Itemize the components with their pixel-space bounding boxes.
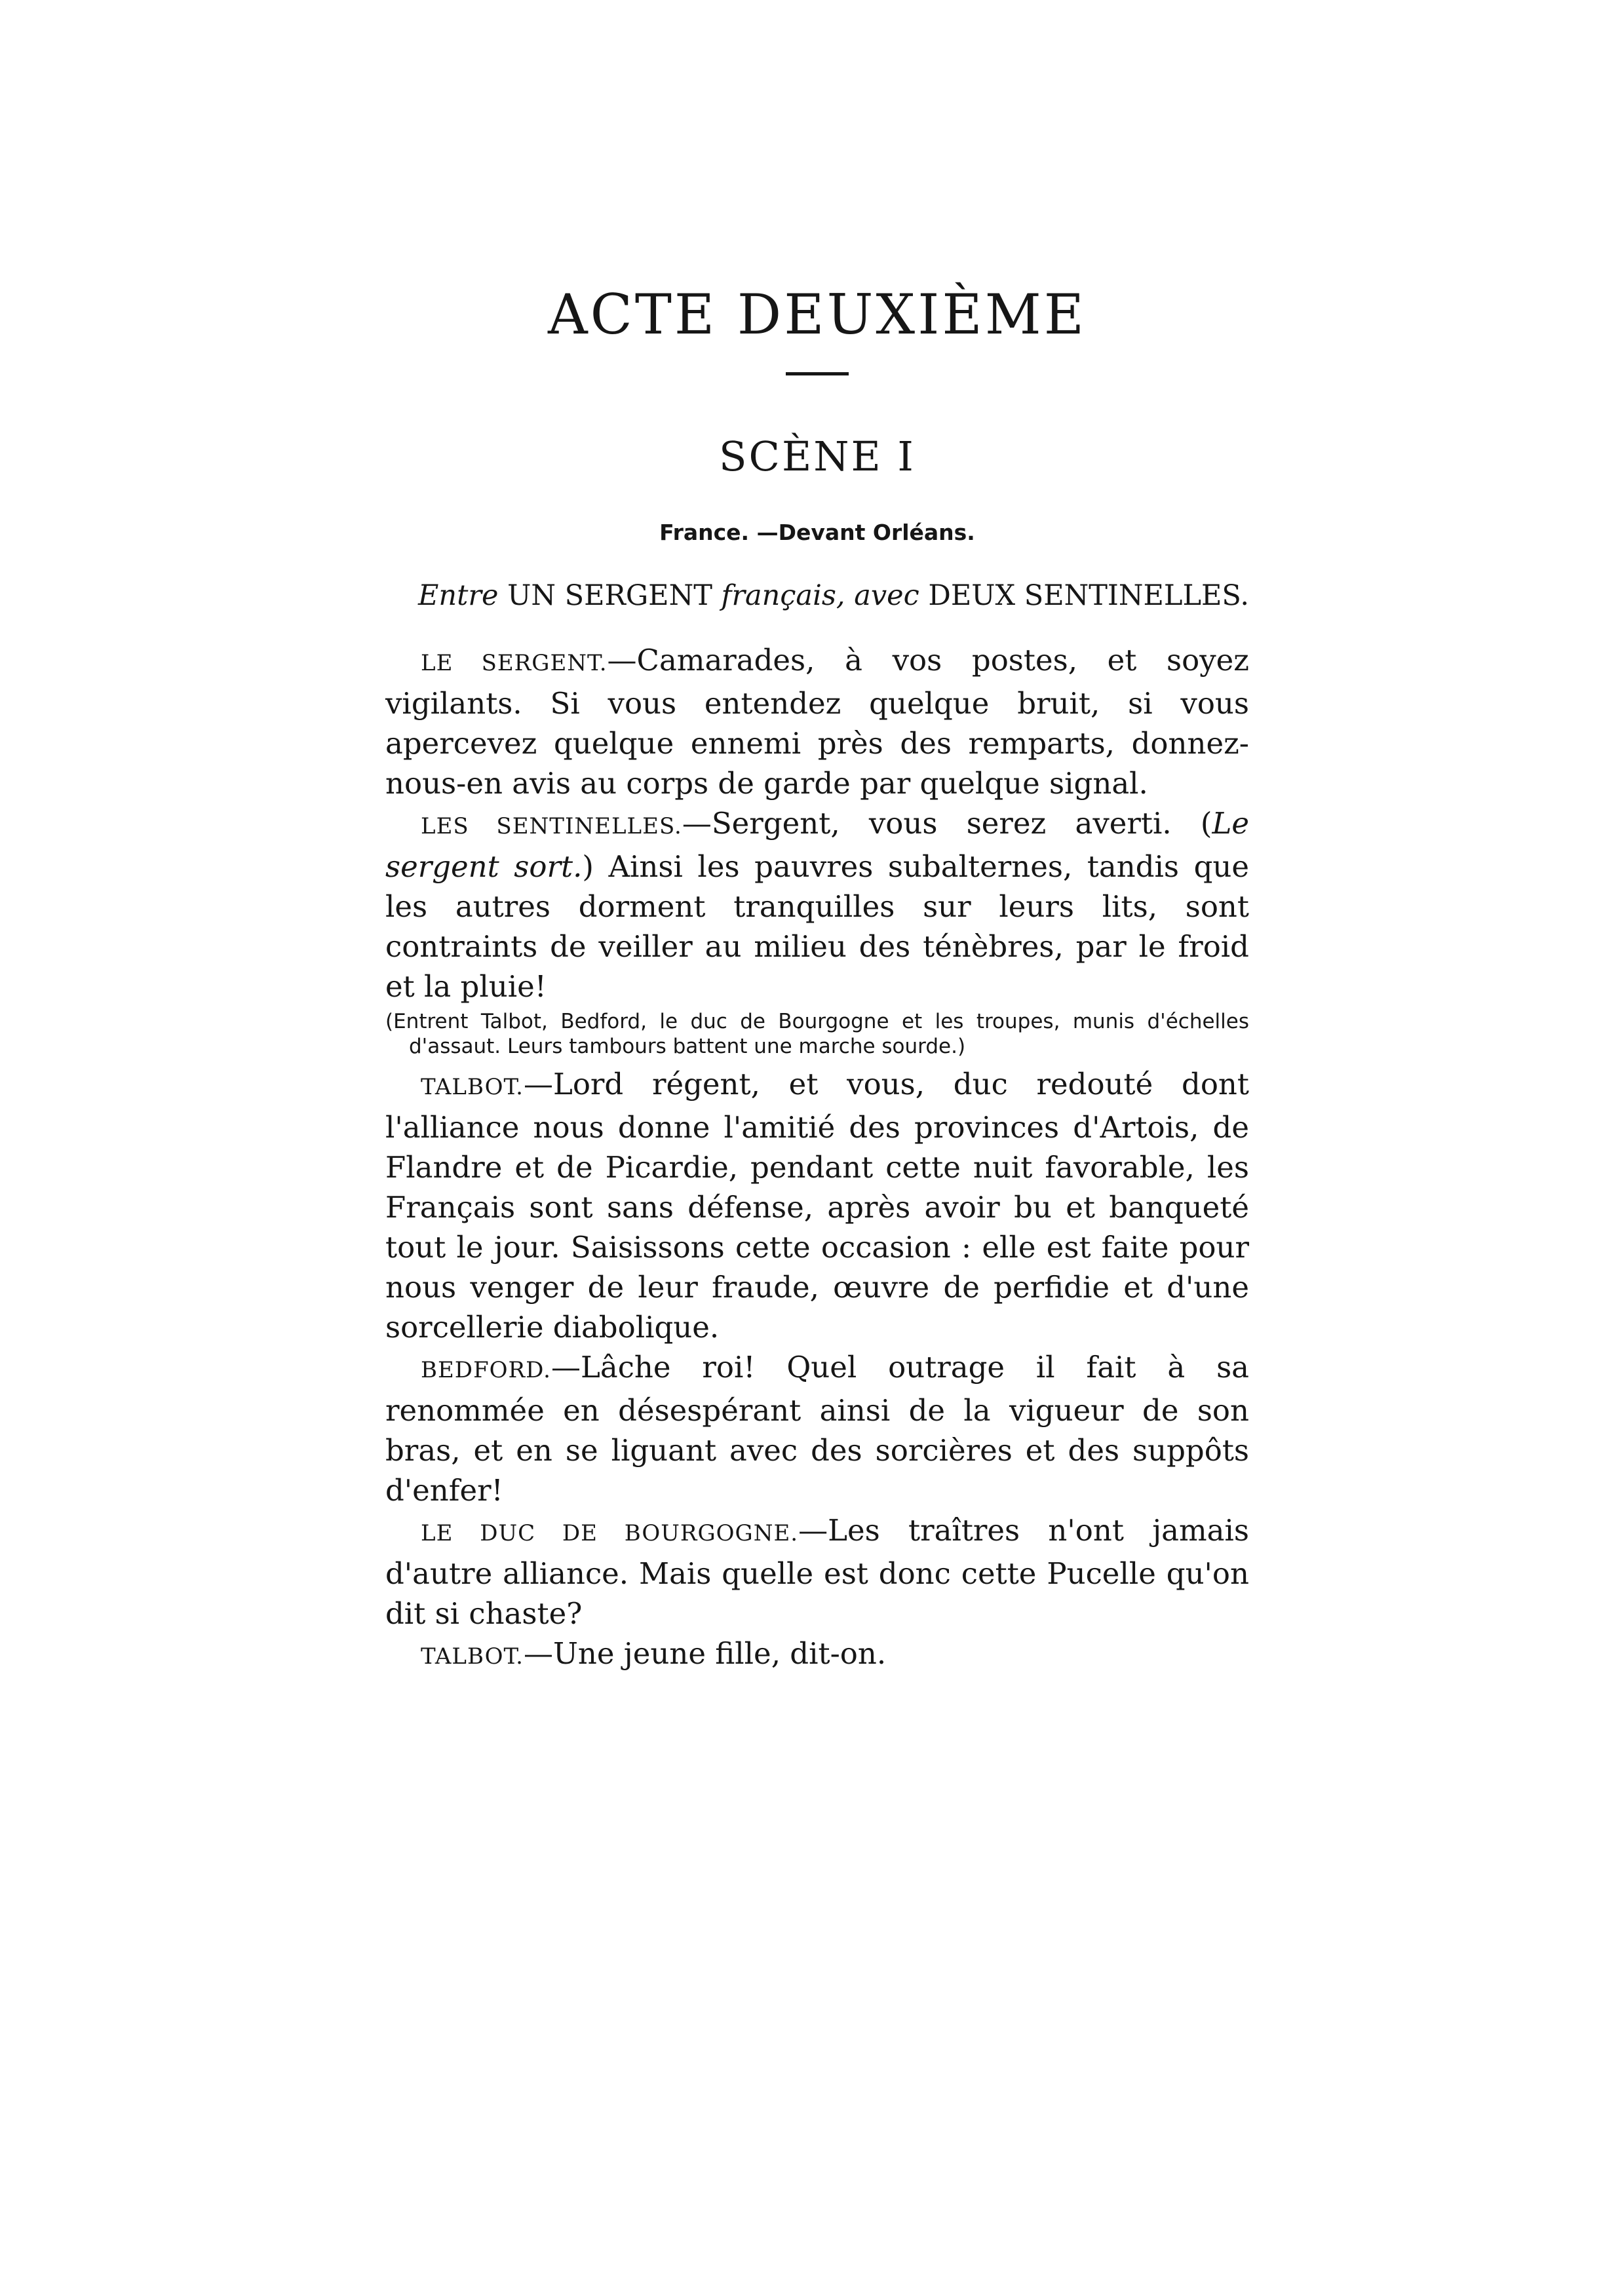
speech-text: —Lord régent, et vous, duc redouté dont l'alliance nous donne l'amitié des provinces d'Artois, de Flandre et de Picardie, pendant cette nuit favorable, les Français sont sans défense, après avoir bu et banqueté tout le jour. Saisissons cette occasion : elle est faite pour nous venger de leur fraude, œuvre de perfidie et d'une sorcellerie diabolique. [385,1067,1249,1345]
entrance-direction [385,576,1249,615]
speech-text: —Les traîtres n'ont jamais d'autre alliance. Mais quelle est donc cette Pucelle qu'on dit si chaste? [385,1513,1249,1631]
entrance-character-1: UN SERGENT [498,579,722,612]
speech-sergent [385,640,1249,803]
title-rule [786,372,849,375]
speaker-name: LES SENTINELLES. [421,813,682,839]
entrance-qualifier: français, avec [721,579,919,612]
speech-text: —Lâche roi! Quel outrage il fait à sa renommée en désespérant ainsi de la vigueur de son bras, et en se liguant avec des sorcières et des suppôts d'enfer! [385,1350,1249,1508]
speech-talbot-2 [385,1634,1249,1677]
speech-text: —Sergent, vous serez averti. ( [682,806,1212,841]
entrance-character-2: DEUX SENTINELLES. [919,579,1249,612]
speech-sentinelles [385,803,1249,1006]
speaker-name: TALBOT. [421,1643,524,1670]
scene-location: France. —Devant Orléans. [659,520,975,545]
speech-text: ) Ainsi les pauvres subalternes, tandis que les autres dorment tranquilles sur leurs lits, sont contraints de veiller au milieu des ténèbres, par le froid et la pluie! [385,849,1249,1004]
speech-text: —Camarades, à vos postes, et soyez vigilants. Si vous entendez quelque bruit, si vous apercevez quelque ennemi près des remparts, donnez-nous-en avis au corps de garde par quelque signal. [385,643,1250,801]
speech-aside: Le sergent sort. [385,806,1249,884]
speech-text: —Une jeune fille, dit-on. [523,1636,887,1671]
entrance-verb: Entre [418,579,499,612]
scene-title: SCÈNE I [719,432,916,480]
act-title: ACTE DEUXIÈME [547,282,1087,347]
speech-talbot [385,1064,1249,1347]
speech-bourgogne [385,1510,1249,1634]
speech-bedford [385,1347,1249,1510]
speaker-name: TALBOT. [421,1074,524,1100]
stage-direction: (Entrent Talbot, Bedford, le duc de Bourgogne et les troupes, munis d'échelles d'assaut. Leurs tambours battent une marche sourde.) [385,1010,1249,1058]
speaker-name: BEDFORD. [421,1357,551,1383]
book-page [385,282,1249,1677]
speaker-name: LE SERGENT. [421,650,608,676]
speaker-name: LE DUC DE BOURGOGNE. [421,1520,799,1546]
